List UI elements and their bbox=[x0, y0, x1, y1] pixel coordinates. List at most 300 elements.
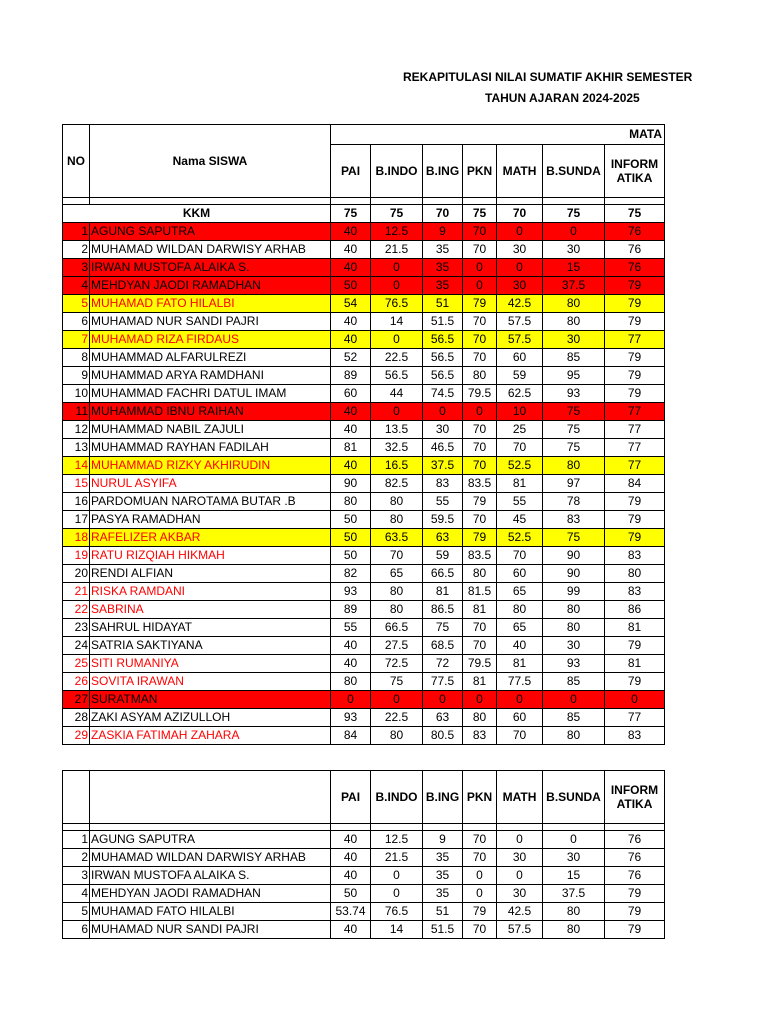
student-name: SITI RUMANIYA bbox=[90, 655, 331, 673]
table-row bbox=[63, 241, 665, 259]
row-number: 29 bbox=[63, 727, 90, 745]
student-name: MUHAMMAD FACHRI DATUL IMAM bbox=[90, 385, 331, 403]
score-cell: 83.5 bbox=[463, 547, 497, 565]
score-cell: 80 bbox=[543, 457, 605, 475]
score-cell: 0 bbox=[371, 867, 423, 885]
score-cell: 65 bbox=[371, 565, 423, 583]
score-cell: 40 bbox=[331, 223, 371, 241]
score-cell: 79 bbox=[605, 385, 665, 403]
score-cell: 22.5 bbox=[371, 349, 423, 367]
score-cell: 75 bbox=[543, 529, 605, 547]
score-cell: 66.5 bbox=[423, 565, 463, 583]
score-cell: 90 bbox=[543, 547, 605, 565]
score-cell: 56.5 bbox=[371, 367, 423, 385]
score-cell: 40 bbox=[331, 921, 371, 939]
score-cell: 56.5 bbox=[423, 367, 463, 385]
table-row bbox=[63, 439, 665, 457]
row-number: 2 bbox=[63, 241, 90, 259]
student-name: IRWAN MUSTOFA ALAIKA S. bbox=[90, 259, 331, 277]
kkm-value: 75 bbox=[463, 205, 497, 223]
score-cell: 40 bbox=[331, 313, 371, 331]
row-number: 2 bbox=[63, 849, 90, 867]
student-name: MUHAMAD RIZA FIRDAUS bbox=[90, 331, 331, 349]
table-row bbox=[63, 921, 665, 939]
score-cell: 70 bbox=[463, 849, 497, 867]
score-cell: 76 bbox=[605, 241, 665, 259]
row-number: 4 bbox=[63, 885, 90, 903]
score-cell: 55 bbox=[497, 493, 543, 511]
student-name: RISKA RAMDANI bbox=[90, 583, 331, 601]
score-cell: 82.5 bbox=[371, 475, 423, 493]
score-cell: 79 bbox=[605, 511, 665, 529]
score-cell: 0 bbox=[423, 403, 463, 421]
score-cell: 70 bbox=[463, 511, 497, 529]
score-cell: 0 bbox=[543, 691, 605, 709]
subject-header: INFORM ATIKA bbox=[605, 145, 665, 198]
score-cell: 14 bbox=[371, 921, 423, 939]
score-cell: 46.5 bbox=[423, 439, 463, 457]
student-name: SOVITA IRAWAN bbox=[90, 673, 331, 691]
score-cell: 0 bbox=[497, 223, 543, 241]
score-cell: 70 bbox=[463, 637, 497, 655]
score-cell: 42.5 bbox=[497, 903, 543, 921]
row-number: 7 bbox=[63, 331, 90, 349]
score-cell: 86.5 bbox=[423, 601, 463, 619]
student-name: RAFELIZER AKBAR bbox=[90, 529, 331, 547]
score-cell: 56.5 bbox=[423, 331, 463, 349]
subject-header: B.ING bbox=[423, 145, 463, 198]
spacer-cell bbox=[371, 824, 423, 831]
score-cell: 37.5 bbox=[543, 277, 605, 295]
score-cell: 79 bbox=[605, 885, 665, 903]
score-cell: 13.5 bbox=[371, 421, 423, 439]
score-cell: 12.5 bbox=[371, 831, 423, 849]
score-cell: 78 bbox=[543, 493, 605, 511]
score-cell: 79 bbox=[605, 903, 665, 921]
score-cell: 0 bbox=[371, 403, 423, 421]
table-row bbox=[63, 903, 665, 921]
score-cell: 57.5 bbox=[497, 921, 543, 939]
student-name: MUHAMMAD RIZKY AKHIRUDIN bbox=[90, 457, 331, 475]
table-row bbox=[63, 223, 665, 241]
score-cell: 80 bbox=[371, 601, 423, 619]
score-cell: 37.5 bbox=[543, 885, 605, 903]
student-name: RENDI ALFIAN bbox=[90, 565, 331, 583]
score-cell: 21.5 bbox=[371, 849, 423, 867]
student-name: MEHDYAN JAODI RAMADHAN bbox=[90, 277, 331, 295]
name-header: Nama SISWA bbox=[90, 125, 331, 198]
score-cell: 30 bbox=[543, 241, 605, 259]
score-cell: 53.74 bbox=[331, 903, 371, 921]
score-cell: 80 bbox=[605, 565, 665, 583]
report-title: REKAPITULASI NILAI SUMATIF AKHIR SEMESTER bbox=[403, 70, 693, 84]
score-cell: 90 bbox=[543, 565, 605, 583]
row-number: 26 bbox=[63, 673, 90, 691]
table-row bbox=[63, 295, 665, 313]
score-cell: 79 bbox=[463, 529, 497, 547]
score-cell: 35 bbox=[423, 885, 463, 903]
score-cell: 70 bbox=[463, 831, 497, 849]
score-cell: 72 bbox=[423, 655, 463, 673]
subject-header: B.SUNDA bbox=[543, 771, 605, 824]
kkm-value: 75 bbox=[605, 205, 665, 223]
row-number: 21 bbox=[63, 583, 90, 601]
row-number: 22 bbox=[63, 601, 90, 619]
score-cell: 70 bbox=[463, 223, 497, 241]
row-number: 5 bbox=[63, 903, 90, 921]
score-cell: 85 bbox=[543, 349, 605, 367]
score-cell: 57.5 bbox=[497, 313, 543, 331]
student-name: MUHAMAD FATO HILALBI bbox=[90, 903, 331, 921]
score-cell: 0 bbox=[497, 259, 543, 277]
score-cell: 80 bbox=[543, 903, 605, 921]
score-cell: 83 bbox=[423, 475, 463, 493]
score-cell: 56.5 bbox=[423, 349, 463, 367]
score-cell: 77 bbox=[605, 457, 665, 475]
score-cell: 80 bbox=[463, 367, 497, 385]
row-number: 18 bbox=[63, 529, 90, 547]
row-number: 19 bbox=[63, 547, 90, 565]
score-cell: 63 bbox=[423, 709, 463, 727]
score-cell: 40 bbox=[331, 867, 371, 885]
score-cell: 66.5 bbox=[371, 619, 423, 637]
academic-year: TAHUN AJARAN 2024-2025 bbox=[485, 91, 640, 105]
table-row bbox=[63, 457, 665, 475]
score-cell: 40 bbox=[331, 655, 371, 673]
table-row bbox=[63, 709, 665, 727]
table-row bbox=[63, 349, 665, 367]
score-cell: 81 bbox=[497, 475, 543, 493]
score-cell: 99 bbox=[543, 583, 605, 601]
score-cell: 22.5 bbox=[371, 709, 423, 727]
score-cell: 30 bbox=[423, 421, 463, 439]
score-cell: 75 bbox=[371, 673, 423, 691]
score-cell: 70 bbox=[497, 547, 543, 565]
table-row bbox=[63, 691, 665, 709]
score-cell: 76 bbox=[605, 259, 665, 277]
student-name: MUHAMAD NUR SANDI PAJRI bbox=[90, 921, 331, 939]
score-cell: 77 bbox=[605, 421, 665, 439]
score-cell: 81 bbox=[605, 619, 665, 637]
subject-header: MATH bbox=[497, 771, 543, 824]
score-cell: 90 bbox=[331, 475, 371, 493]
score-cell: 83.5 bbox=[463, 475, 497, 493]
score-cell: 9 bbox=[423, 223, 463, 241]
score-cell: 79 bbox=[605, 277, 665, 295]
score-cell: 0 bbox=[371, 331, 423, 349]
kkm-label: KKM bbox=[63, 205, 331, 223]
score-cell: 40 bbox=[331, 421, 371, 439]
score-cell: 51 bbox=[423, 903, 463, 921]
subject-header: B.SUNDA bbox=[543, 145, 605, 198]
spacer-cell bbox=[371, 198, 423, 205]
row-number: 27 bbox=[63, 691, 90, 709]
score-cell: 72.5 bbox=[371, 655, 423, 673]
row-number: 3 bbox=[63, 867, 90, 885]
score-cell: 0 bbox=[463, 691, 497, 709]
score-cell: 55 bbox=[331, 619, 371, 637]
score-cell: 44 bbox=[371, 385, 423, 403]
student-name: MUHAMMAD ARYA RAMDHANI bbox=[90, 367, 331, 385]
spacer-row bbox=[63, 824, 665, 831]
score-cell: 60 bbox=[497, 349, 543, 367]
table-row bbox=[63, 259, 665, 277]
score-cell: 84 bbox=[605, 475, 665, 493]
score-cell: 25 bbox=[497, 421, 543, 439]
score-cell: 80 bbox=[543, 601, 605, 619]
table-row bbox=[63, 277, 665, 295]
row-number: 14 bbox=[63, 457, 90, 475]
score-cell: 89 bbox=[331, 601, 371, 619]
score-cell: 70 bbox=[463, 439, 497, 457]
score-cell: 0 bbox=[463, 885, 497, 903]
score-cell: 76 bbox=[605, 849, 665, 867]
score-cell: 40 bbox=[497, 637, 543, 655]
score-cell: 79 bbox=[463, 903, 497, 921]
score-cell: 80 bbox=[543, 921, 605, 939]
kkm-row bbox=[63, 205, 665, 223]
score-cell: 93 bbox=[331, 583, 371, 601]
score-cell: 50 bbox=[331, 511, 371, 529]
row-number: 15 bbox=[63, 475, 90, 493]
score-cell: 80 bbox=[543, 295, 605, 313]
score-cell: 40 bbox=[331, 831, 371, 849]
student-name: RATU RIZQIAH HIKMAH bbox=[90, 547, 331, 565]
subject-header: B.INDO bbox=[371, 771, 423, 824]
score-cell: 89 bbox=[331, 367, 371, 385]
score-cell: 85 bbox=[543, 709, 605, 727]
score-cell: 83 bbox=[463, 727, 497, 745]
score-cell: 0 bbox=[463, 403, 497, 421]
score-cell: 9 bbox=[423, 831, 463, 849]
student-name: MUHAMAD WILDAN DARWISY ARHAB bbox=[90, 241, 331, 259]
score-cell: 63.5 bbox=[371, 529, 423, 547]
score-cell: 0 bbox=[371, 691, 423, 709]
subject-header: B.INDO bbox=[371, 145, 423, 198]
score-cell: 76.5 bbox=[371, 295, 423, 313]
score-cell: 75 bbox=[543, 403, 605, 421]
grades-table bbox=[62, 124, 665, 745]
score-cell: 79 bbox=[463, 493, 497, 511]
spacer-cell bbox=[497, 198, 543, 205]
row-number: 28 bbox=[63, 709, 90, 727]
score-cell: 14 bbox=[371, 313, 423, 331]
score-cell: 79 bbox=[605, 673, 665, 691]
row-number: 1 bbox=[63, 223, 90, 241]
row-number: 12 bbox=[63, 421, 90, 439]
score-cell: 75 bbox=[423, 619, 463, 637]
score-cell: 0 bbox=[497, 867, 543, 885]
score-cell: 0 bbox=[605, 691, 665, 709]
score-cell: 15 bbox=[543, 259, 605, 277]
score-cell: 60 bbox=[497, 709, 543, 727]
score-cell: 79.5 bbox=[463, 385, 497, 403]
score-cell: 79 bbox=[605, 295, 665, 313]
score-cell: 70 bbox=[463, 349, 497, 367]
score-cell: 80 bbox=[371, 727, 423, 745]
table-row bbox=[63, 673, 665, 691]
table-row bbox=[63, 619, 665, 637]
score-cell: 70 bbox=[497, 439, 543, 457]
score-cell: 81 bbox=[331, 439, 371, 457]
score-cell: 30 bbox=[497, 277, 543, 295]
score-cell: 77.5 bbox=[497, 673, 543, 691]
score-cell: 85 bbox=[543, 673, 605, 691]
score-cell: 83 bbox=[543, 511, 605, 529]
spacer-cell bbox=[423, 824, 463, 831]
score-cell: 0 bbox=[371, 259, 423, 277]
spacer-cell bbox=[90, 824, 331, 831]
score-cell: 68.5 bbox=[423, 637, 463, 655]
score-cell: 52.5 bbox=[497, 529, 543, 547]
student-name: SAHRUL HIDAYAT bbox=[90, 619, 331, 637]
score-cell: 79 bbox=[605, 349, 665, 367]
score-cell: 60 bbox=[497, 565, 543, 583]
score-cell: 40 bbox=[331, 259, 371, 277]
row-number: 16 bbox=[63, 493, 90, 511]
spacer-cell bbox=[463, 824, 497, 831]
score-cell: 50 bbox=[331, 547, 371, 565]
spacer-cell bbox=[63, 824, 90, 831]
row-number: 24 bbox=[63, 637, 90, 655]
table-row bbox=[63, 313, 665, 331]
score-cell: 77 bbox=[605, 331, 665, 349]
row-number: 3 bbox=[63, 259, 90, 277]
student-name: MUHAMAD NUR SANDI PAJRI bbox=[90, 313, 331, 331]
student-name: MEHDYAN JAODI RAMADHAN bbox=[90, 885, 331, 903]
spacer-cell bbox=[423, 198, 463, 205]
table-row bbox=[63, 601, 665, 619]
student-name: NURUL ASYIFA bbox=[90, 475, 331, 493]
score-cell: 50 bbox=[331, 885, 371, 903]
score-cell: 77 bbox=[605, 439, 665, 457]
score-cell: 70 bbox=[463, 313, 497, 331]
kkm-value: 70 bbox=[497, 205, 543, 223]
student-name: PASYA RAMADHAN bbox=[90, 511, 331, 529]
score-cell: 35 bbox=[423, 259, 463, 277]
score-cell: 70 bbox=[463, 619, 497, 637]
score-cell: 15 bbox=[543, 867, 605, 885]
score-cell: 80 bbox=[497, 601, 543, 619]
score-cell: 40 bbox=[331, 331, 371, 349]
spacer-cell bbox=[543, 824, 605, 831]
subject-header: PKN bbox=[463, 145, 497, 198]
score-cell: 76 bbox=[605, 223, 665, 241]
score-cell: 27.5 bbox=[371, 637, 423, 655]
row-number: 25 bbox=[63, 655, 90, 673]
score-cell: 76 bbox=[605, 867, 665, 885]
spacer-cell bbox=[331, 198, 371, 205]
score-cell: 80 bbox=[371, 583, 423, 601]
score-cell: 35 bbox=[423, 241, 463, 259]
score-cell: 0 bbox=[497, 831, 543, 849]
score-cell: 70 bbox=[463, 457, 497, 475]
table-row bbox=[63, 565, 665, 583]
row-number: 13 bbox=[63, 439, 90, 457]
score-cell: 59.5 bbox=[423, 511, 463, 529]
score-cell: 59 bbox=[497, 367, 543, 385]
spacer-cell bbox=[605, 824, 665, 831]
student-name: SABRINA bbox=[90, 601, 331, 619]
table-row bbox=[63, 583, 665, 601]
student-name: MUHAMMAD IBNU RAIHAN bbox=[90, 403, 331, 421]
table-row bbox=[63, 493, 665, 511]
score-cell: 65 bbox=[497, 619, 543, 637]
student-name: MUHAMMAD ALFARULREZI bbox=[90, 349, 331, 367]
table-row bbox=[63, 655, 665, 673]
table-row bbox=[63, 885, 665, 903]
score-cell: 21.5 bbox=[371, 241, 423, 259]
score-cell: 80 bbox=[463, 709, 497, 727]
score-cell: 86 bbox=[605, 601, 665, 619]
subject-header: MATH bbox=[497, 145, 543, 198]
score-cell: 0 bbox=[543, 223, 605, 241]
table-row bbox=[63, 331, 665, 349]
score-cell: 80 bbox=[371, 511, 423, 529]
kkm-value: 70 bbox=[423, 205, 463, 223]
score-cell: 79 bbox=[605, 313, 665, 331]
subject-header: PKN bbox=[463, 771, 497, 824]
score-cell: 70 bbox=[463, 331, 497, 349]
score-cell: 0 bbox=[423, 691, 463, 709]
score-cell: 79 bbox=[605, 367, 665, 385]
score-cell: 0 bbox=[543, 831, 605, 849]
score-cell: 70 bbox=[371, 547, 423, 565]
score-cell: 35 bbox=[423, 849, 463, 867]
table-row bbox=[63, 511, 665, 529]
spacer-cell bbox=[463, 198, 497, 205]
score-cell: 79 bbox=[605, 921, 665, 939]
score-cell: 54 bbox=[331, 295, 371, 313]
subject-header: INFORM ATIKA bbox=[605, 771, 665, 824]
score-cell: 81 bbox=[497, 655, 543, 673]
score-cell: 30 bbox=[497, 241, 543, 259]
score-cell: 70 bbox=[463, 241, 497, 259]
score-cell: 60 bbox=[331, 385, 371, 403]
row-number: 6 bbox=[63, 313, 90, 331]
score-cell: 74.5 bbox=[423, 385, 463, 403]
score-cell: 12.5 bbox=[371, 223, 423, 241]
score-cell: 42.5 bbox=[497, 295, 543, 313]
student-name: AGUNG SAPUTRA bbox=[90, 223, 331, 241]
score-cell: 59 bbox=[423, 547, 463, 565]
score-cell: 0 bbox=[463, 277, 497, 295]
table-row bbox=[63, 385, 665, 403]
score-cell: 77 bbox=[605, 709, 665, 727]
spacer-cell bbox=[331, 824, 371, 831]
score-cell: 50 bbox=[331, 277, 371, 295]
score-cell: 79 bbox=[605, 637, 665, 655]
score-cell: 55 bbox=[423, 493, 463, 511]
score-cell: 93 bbox=[543, 385, 605, 403]
score-cell: 70 bbox=[463, 421, 497, 439]
score-cell: 80 bbox=[543, 727, 605, 745]
score-cell: 0 bbox=[463, 867, 497, 885]
score-cell: 40 bbox=[331, 241, 371, 259]
score-cell: 40 bbox=[331, 637, 371, 655]
score-cell: 77 bbox=[605, 403, 665, 421]
student-name: IRWAN MUSTOFA ALAIKA S. bbox=[90, 867, 331, 885]
spacer-cell bbox=[63, 198, 90, 205]
score-cell: 95 bbox=[543, 367, 605, 385]
subject-header: PAI bbox=[331, 145, 371, 198]
student-name: MUHAMMAD RAYHAN FADILAH bbox=[90, 439, 331, 457]
score-cell: 57.5 bbox=[497, 331, 543, 349]
student-name: MUHAMAD FATO HILALBI bbox=[90, 295, 331, 313]
score-cell: 40 bbox=[331, 457, 371, 475]
row-number: 11 bbox=[63, 403, 90, 421]
score-cell: 16.5 bbox=[371, 457, 423, 475]
